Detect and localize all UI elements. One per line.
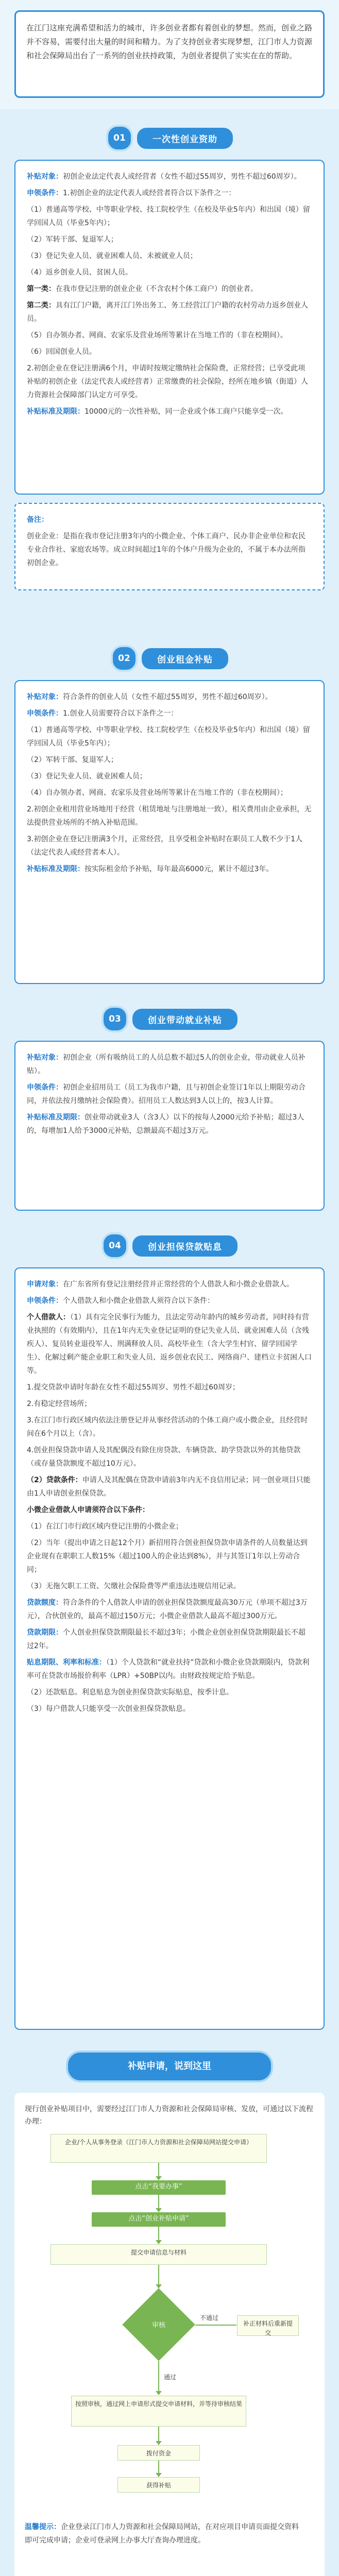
- application-flow-section: [0, 2036, 339, 2576]
- field-label: 个人借款人：: [27, 1313, 70, 1321]
- flow-arrow: [158, 2361, 159, 2392]
- flow-step-fix: 补正材料后重新提交: [237, 2315, 299, 2336]
- field-value: 个人创业担保贷款期限最长不超过3年；小微企业创业担保贷款期限最长不超过2年。: [27, 1629, 306, 1650]
- field-value: 初创企业（所有吸纳员工的人员总数不超过5人的创业企业，带动就业人员补贴）。: [27, 1054, 306, 1075]
- section-number: 01: [106, 125, 133, 151]
- tip-text: 企业登录江门市人力资源和社会保障局网站，在对应项目申请页面提交资料即可完成申请；企业可登录网上办事大厅查询办理进度。: [25, 2523, 299, 2545]
- condition-item: （3）无拖欠职工工资、欠缴社会保险费等严重违法违规信用记录。: [27, 1582, 241, 1590]
- section-number: 02: [111, 645, 138, 672]
- field-value: 10000元的一次性补贴，同一企业或个体工商户只能享受一次。: [84, 408, 288, 416]
- note-card: [14, 503, 325, 590]
- section-title: 创业担保贷款贴息: [132, 1235, 238, 1257]
- note-title: 备注：: [27, 516, 48, 524]
- flow-tip: [25, 2520, 303, 2547]
- condition-item: （2）当年（提出申请之日起12个月）新招用符合创业担保贷款申请条件的人员数量达到企业现有在职职工人数15%（超过100人的企业达到8%），并与其签订1年以上劳动合同；: [27, 1539, 308, 1574]
- field-label: 补贴对象：: [27, 173, 63, 181]
- section-header: [14, 1231, 325, 1260]
- section-employment-subsidy: [0, 990, 339, 1217]
- condition-item: 4.创业担保贷款申请人及其配偶没有除住房贷款、车辆贷款、助学贷款以外的其他贷款（或存量贷款额度不超过10万元）。: [27, 1446, 301, 1468]
- field-value: 初创企业法定代表人或经营者（女性不超过55周岁，男性不超过60周岁）。: [63, 173, 301, 181]
- flow-step-pay: 拨付资金: [117, 2445, 200, 2461]
- field-value: 初创企业招用员工（员工为我市户籍，且与初创企业签订1年以上期限劳动合同，并依法按月缴纳社会保险费）。招用员工人数达到3人以上的，按3人计算。: [27, 1083, 306, 1105]
- condition-item: 2.初创企业在登记注册满6个月，申请时按规定缴纳社会保险费，正常经营；已享受此项补贴的初创企业（法定代表人或经营者）正常缴费的社会保险，经所在地乡镇（街道）人力资源社会保障部门认定方可享受。: [27, 364, 308, 399]
- field-label: 申请对象：: [27, 1280, 63, 1289]
- flow-line: [195, 2325, 236, 2326]
- tip-label: 温馨提示：: [25, 2523, 61, 2531]
- condition-item: （4）自办领办者、网商、农家乐及营业场所等累计在当地工作的（非在校期间）；: [27, 789, 287, 797]
- field-label: 补贴对象：: [27, 693, 63, 701]
- flow-step-apply: 点击“创业补贴申请”: [92, 2212, 226, 2227]
- condition-item: 1.提交贷款申请时年龄在女性不超过55周岁、男性不超过60周岁；: [27, 1383, 240, 1392]
- condition-item: （1）普通高等学校、中等职业学校、技工院校学生（在校及毕业5年内）和出国（境）留学回国人员（毕业5年内）；: [27, 206, 310, 227]
- flow-arrow: [158, 2195, 159, 2209]
- field-label: 贴息期限、利率和标准：: [27, 1658, 106, 1667]
- flow-step-my-affairs: 点击“我要办事”: [92, 2180, 226, 2195]
- condition-item: （3）每户借款人只能享受一次创业担保贷款贴息。: [27, 1705, 190, 1713]
- field-value: 1.创业人员需要符合以下条件之一：: [63, 709, 178, 718]
- flow-review-label: 审核: [151, 2321, 165, 2329]
- flow-arrow: [158, 2427, 159, 2442]
- field-label: 补贴标准及期限：: [27, 865, 84, 873]
- section-one-time-subsidy: [0, 109, 339, 630]
- field-label: 补贴标准及期限：: [27, 1113, 84, 1122]
- field-label: 补贴对象：: [27, 1054, 63, 1062]
- flow-card: [14, 2093, 325, 2576]
- flow-arrow: [158, 2163, 159, 2177]
- field-label: 第一类：: [27, 285, 56, 293]
- field-value: 在广东省所有登记注册经营并正常经营的个人借款人和小微企业借款人。: [63, 1280, 294, 1289]
- condition-item: （6）回国创业人员。: [27, 348, 96, 356]
- flow-arrow: [158, 2265, 159, 2285]
- field-value: 按实际租金给予补贴，每年最高6000元，累计不超过3年。: [84, 865, 274, 873]
- field-value: 申请人及其配偶在贷款申请前3年内无不良信用记录；同一创业项目只能由1人申请创业担保贷款。: [27, 1476, 311, 1498]
- flow-step-result: 按照审核，通过网上申请形式提交申请材料，并等待审核结果: [71, 2396, 246, 2427]
- section-card: [14, 160, 325, 495]
- field-value: 1.初创企业的法定代表人或经营者符合以下条件之一：: [63, 189, 236, 197]
- field-label: 小微企业借款人申请须符合以下条件：: [27, 1506, 149, 1514]
- field-label: 申领条件：: [27, 1297, 63, 1305]
- flow-step-login: 企业/个人从事务登录（江门市人力资源和社会保障局网站提交申请）: [50, 2134, 267, 2163]
- section-header: [14, 644, 325, 673]
- field-label: 贷款额度：: [27, 1599, 63, 1607]
- section-header: [14, 1005, 325, 1033]
- field-label: 贷款期限：: [27, 1629, 63, 1637]
- section-number: 04: [101, 1232, 128, 1259]
- field-value: （1）具有完全民事行为能力，且法定劳动年龄内的城乡劳动者，同时持有营业执照的（有效期内），且在1年内无失业登记证明的登记失业人员、就业困难人员（含残疾人）、复员转业退役军人、刑满释放人员、高校毕业生（含大学生村官、留学回国学生）、化解过剩产能企业职工和失业人员、返乡创业农民工、网络商户、建档立卡贫困人口等。: [27, 1313, 312, 1375]
- section-loan-interest: [0, 1217, 339, 2036]
- condition-item: （3）登记失业人员、就业困难人员；: [27, 772, 147, 781]
- condition-item: （2）还款贴息。利息贴息为创业担保贷款实际贴息，按季计息。: [27, 1688, 233, 1697]
- section-card: [14, 1041, 325, 1211]
- field-value: 符合条件的创业人员（女性不超过55周岁，男性不超过60周岁）。: [63, 693, 273, 701]
- flow-arrow: [158, 2461, 159, 2474]
- condition-item: （1）在江门市行政区域内登记注册的小微企业；: [27, 1522, 183, 1531]
- section-number: 03: [101, 1006, 128, 1032]
- field-label: 申领条件：: [27, 189, 63, 197]
- field-value: 符合条件的个人借款人申请的创业担保贷款额度最高30万元（单项不超过3万元），合伙创业的，最高不超过150万元；小微企业借款人最高不超过300万元。: [27, 1599, 308, 1620]
- field-value: （1）个人贷款和“就业扶持”贷款和小微企业贷款期限内，贷款利率可在贷款市场报价利率（LPR）+50BP以内。由财政按规定给予贴息。: [27, 1658, 310, 1680]
- flow-reject-label: 不通过: [200, 2314, 219, 2321]
- intro-box: 在江门这座充满希望和活力的城市，许多创业者都有着创业的梦想。然而，创业之路并不容易，需要付出大量的时间和精力。为了支持创业者实现梦想，江门市人力资源和社会保障局出台了一系列的创业扶持政策，为创业者提供了实实在在的帮助。: [14, 10, 325, 98]
- section-title: 创业租金补贴: [142, 648, 228, 669]
- condition-item: 3.在江门市行政区域内依法注册登记并从事经营活动的个体工商户或小微企业，且经营时间在6个月以上（含）。: [27, 1416, 308, 1438]
- intro-area: [0, 0, 339, 109]
- flow-pass-label: 通过: [164, 2374, 177, 2381]
- condition-item: 3.初创企业在登记注册满3个月，正常经营，且享受租金补贴时在职员工人数不少于1人（法定代表人或经营者本人）。: [27, 835, 303, 857]
- flow-step-done: 获得补贴: [117, 2477, 200, 2493]
- field-label: 申领条件：: [27, 1083, 63, 1092]
- field-value: 具有江门户籍，离开江门外出务工、务工经营江门户籍的农村劳动力返乡创业人员。: [27, 301, 308, 323]
- field-label: （2）贷款条件：: [27, 1476, 82, 1484]
- condition-item: （1）普通高等学校、中等职业学校、技工院校学生（在校及毕业5年内）和出国（境）留学回国人员（毕业5年内）；: [27, 726, 310, 748]
- field-label: 第二类：: [27, 301, 56, 310]
- field-label: 申领条件：: [27, 709, 63, 718]
- flow-intro: 现行创业补贴项目中，需要经过江门市人力资源和社会保障局审核、发放，可通过以下流程办理：: [25, 2105, 313, 2126]
- condition-item: 2.初创企业租用营业场地用于经营（租赁地址与注册地址一致），相关费用由企业承担，无法提供营业场所的不纳入补贴范围。: [27, 805, 312, 827]
- condition-item: 2.有稳定经营场所；: [27, 1400, 92, 1408]
- flow-banner: 补贴申请，说到这里: [66, 2050, 273, 2082]
- section-card: [14, 680, 325, 984]
- field-value: 在我市登记注册的创业企业（不含农村个体工商户）的创业者。: [56, 285, 258, 293]
- condition-item: （5）自办领办者、网商、农家乐及营业场所等累计在当地工作的（非在校期间）。: [27, 331, 287, 340]
- section-title: 创业带动就业补贴: [132, 1009, 238, 1030]
- section-header: [14, 124, 325, 152]
- flow-step-submit: 提交申请信息与材料: [50, 2244, 267, 2265]
- field-value: 创业带动就业3人（含3人）以下的按每人2000元给予补贴；超过3人的，每增加1人给予3000元补贴，总额最高不超过3万元。: [27, 1113, 304, 1135]
- section-rent-subsidy: [0, 630, 339, 990]
- note-text: 创业企业：是指在我市登记注册3年内的小微企业、个体工商户、民办非企业单位和农民专业合作社、家庭农场等。成立时间超过1年的个体户升级为企业的，不属于本办法所指初创企业。: [27, 532, 306, 567]
- flow-arrow: [158, 2227, 159, 2241]
- field-value: 个人借款人和小微企业借款人须符合以下条件：: [63, 1297, 214, 1305]
- condition-item: （2）军转干部、复退军人；: [27, 756, 118, 764]
- condition-item: （3）登记失业人员、就业困难人员、未被就业人员；: [27, 252, 197, 260]
- condition-item: （2）军转干部、复退军人；: [27, 235, 118, 244]
- section-title: 一次性创业资助: [137, 128, 233, 149]
- condition-item: （4）返乡创业人员、贫困人员。: [27, 268, 132, 277]
- section-card: [14, 1267, 325, 2030]
- field-label: 补贴标准及期限：: [27, 408, 84, 416]
